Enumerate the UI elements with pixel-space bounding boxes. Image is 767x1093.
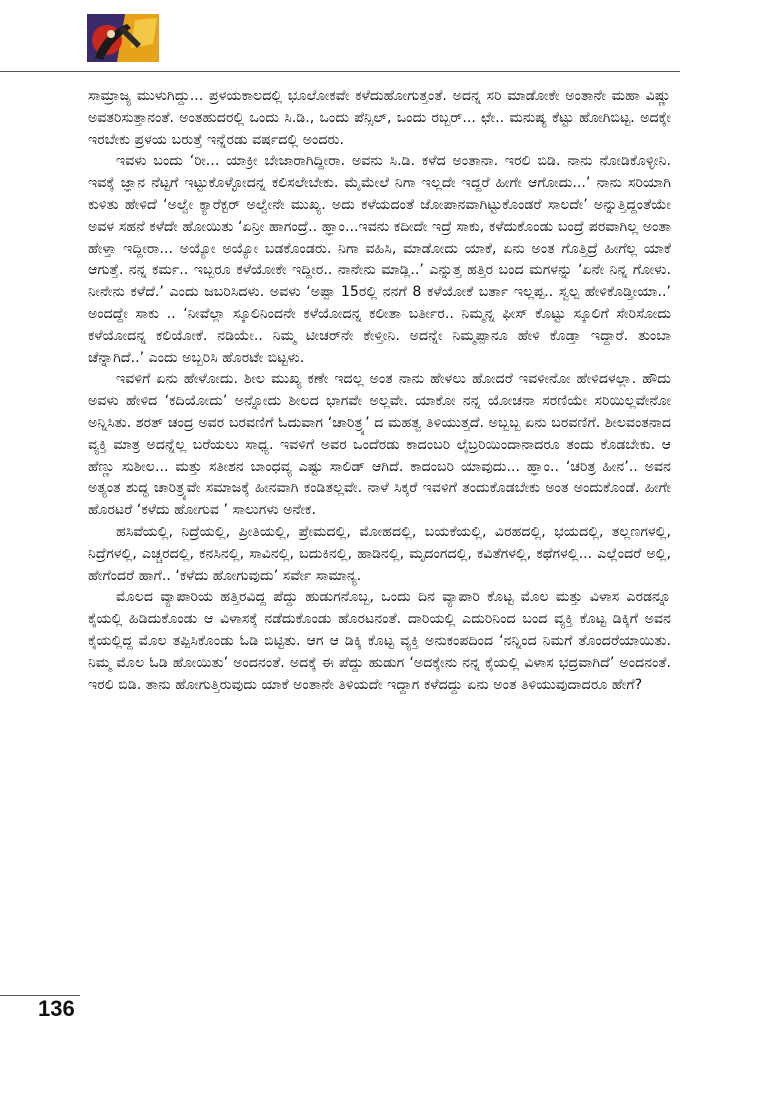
page-number: 136 [38, 996, 75, 1021]
paragraph: ಸಾಮ್ರಾಜ್ಯ ಮುಳುಗಿದ್ದು... ಪ್ರಳಯಕಾಲದಲ್ಲಿ ಭೂಲೋಕವೇ ಕಳೆದುಹೋಗುತ್ತಂತೆ. ಅದನ್ನ ಸರಿ ಮಾಡೋಕೇ ಅಂತಾನೇ ಮಹಾ ವಿಷ್ಣು ಅವತರಿಸುತ್ತಾನಂತೆ. ಅಂತಹುದರಲ್ಲಿ ಒಂದು ಸಿ.ಡಿ., ಒಂದು ಪೆನ್ಸಿಲ್, ಒಂದು ರಬ್ಬರ್... ಛೇ.. ಮನುಷ್ಯ ಕೆಟ್ಟು ಹೋಗಿಬಿಟ್ಟ. ಅದಕ್ಕೇ ಇರಬೇಕು ಪ್ರಳಯ ಬರುತ್ತೆ ಇನ್ನೆರಡು ವರ್ಷದಲ್ಲಿ ಅಂದರು. [88, 88, 671, 148]
header-rule [0, 71, 680, 72]
book-cover-logo-icon [87, 14, 159, 62]
paragraph: ಮೊಲದ ವ್ಯಾಪಾರಿಯ ಹತ್ತಿರವಿದ್ದ ಪೆದ್ದು ಹುಡುಗನೊಬ್ಬ, ಒಂದು ದಿನ ವ್ಯಾಪಾರಿ ಕೊಟ್ಟ ಮೊಲ ಮತ್ತು ವಿಳಾಸ ಎರಡನ್ನೂ ಕೈಯಲ್ಲಿ ಹಿಡಿದುಕೊಂಡು ಆ ವಿಳಾಸಕ್ಕೆ ನಡೆದುಕೊಂಡು ಹೊರಟನಂತೆ. ದಾರಿಯಲ್ಲಿ ಎದುರಿನಿಂದ ಬಂದ ವ್ಯಕ್ತಿ ಕೊಟ್ಟ ಡಿಕ್ಕಿಗೆ ಅವನ ಕೈಯಲ್ಲಿದ್ದ ಮೊಲ ತಪ್ಪಿಸಿಕೊಂಡು ಓಡಿ ಬಿಟ್ಟಿತು. ಆಗ ಆ ಡಿಕ್ಕಿ ಕೊಟ್ಟ ವ್ಯಕ್ತಿ ಅನುಕಂಪದಿಂದ ‘ನನ್ನಿಂದ ನಿಮಗೆ ತೊಂದರೆಯಾಯಿತು. ನಿಮ್ಮ ಮೊಲ ಓಡಿ ಹೋಯಿತು’ ಅಂದನಂತೆ. ಅದಕ್ಕೆ ಈ ಪೆದ್ದು ಹುಡುಗ ‘ಅದಕ್ಕೇನು ನನ್ನ ಕೈಯಲ್ಲಿ ವಿಳಾಸ ಭದ್ರವಾಗಿದೆ’ ಅಂದನಂತೆ. ಇರಲಿ ಬಿಡಿ. ತಾನು ಹೋಗುತ್ತಿರುವುದು ಯಾಕೆ ಅಂತಾನೇ ತಿಳಿಯದೇ ಇದ್ದಾಗ ಕಳೆದದ್ದು ಏನು ಅಂತ ತಿಳಿಯುವುದಾದರೂ ಹೇಗೆ? [88, 589, 672, 693]
paragraph: ಇವಳಿಗೆ ಏನು ಹೇಳೋದು. ಶೀಲ ಮುಖ್ಯ ಕಣೇ ಇದಲ್ಲ ಅಂತ ನಾನು ಹೇಳಲು ಹೋದರೆ ಇವಳೀನೋ ಹೇಳಿದಳಲ್ಲಾ. ಹೌದು ಅವಳು ಹೇಳಿದ ‘ಕದಿಯೋದು’ ಅನ್ನೋದು ಶೀಲದ ಭಾಗವೇ ಅಲ್ಲವೇ. ಯಾಕೋ ನನ್ನ ಯೋಚನಾ ಸರಣಿಯೇ ಸರಿಯಿಲ್ಲವೇನೋ ಅನ್ನಿಸಿತು. ಶರತ್ ಚಂದ್ರ ಅವರ ಬರವಣಿಗೆ ಓದುವಾಗ ‘ಚಾರಿತ್ರ್ಯ’ ದ ಮಹತ್ವ ತಿಳಿಯುತ್ತದೆ. ಅಬ್ಬಬ್ಬ ಏನು ಬರವಣಿಗೆ. ಶೀಲವಂತನಾದ ವ್ಯಕ್ತಿ ಮಾತ್ರ ಅದನ್ನೆಲ್ಲ ಬರೆಯಲು ಸಾಧ್ಯ. ಇವಳಿಗೆ ಅವರ ಒಂದೆರಡು ಕಾದಂಬರಿ ಲೈಬ್ರರಿಯಿಂದಾನಾದರೂ ತಂದು ಕೊಡಬೇಕು. ಆ ಹೆಣ್ಣು ಸುಶೀಲ... ಮತ್ತು ಸತೀಶನ ಬಾಂಧವ್ಯ ಎಷ್ಟು ಸಾಲಿಡ್ ಆಗಿದೆ. ಕಾದಂಬರಿ ಯಾವುದು... ಹ್ಞಾಂ.. ‘ಚರಿತ್ರ ಹೀನ’.. ಅವನ ಅತ್ಯಂತ ಶುದ್ಧ ಚಾರಿತ್ರ್ಯವೇ ಸಮಾಜಕ್ಕೆ ಹೀನವಾಗಿ ಕಂಡಿತಲ್ಲವೇ. ನಾಳೆ ಸಿಕ್ಕರೆ ಇವಳಿಗೆ ತಂದುಕೊಡಬೇಕು ಅಂತ ಅಂದುಕೊಂಡೆ. ಹೀಗೇ ಹೊರಟರೆ ‘ಕಳೆದು ಹೋಗುವ ’ ಸಾಲುಗಳು ಅನೇಕ. [88, 371, 671, 519]
paragraph: ಹಸಿವೆಯಲ್ಲಿ, ನಿದ್ರೆಯಲ್ಲಿ, ಪ್ರೀತಿಯಲ್ಲಿ, ಪ್ರೇಮದಲ್ಲಿ, ಮೋಹದಲ್ಲಿ, ಬಯಕೆಯಲ್ಲಿ, ವಿರಹದಲ್ಲಿ, ಭಯದಲ್ಲಿ, ತಲ್ಲಣಗಳಲ್ಲಿ, ನಿದ್ರೆಗಳಲ್ಲಿ, ಎಚ್ಚರದಲ್ಲಿ, ಕನಸಿನಲ್ಲಿ, ಸಾವಿನಲ್ಲಿ, ಬದುಕಿನಲ್ಲಿ, ಹಾಡಿನಲ್ಲಿ, ಮೃದಂಗದಲ್ಲಿ, ಕವಿತೆಗಳಲ್ಲಿ, ಕಥೆಗಳಲ್ಲಿ... ಎಲ್ಲೆಂದರೆ ಅಲ್ಲಿ, ಹೇಗೆಂದರೆ ಹಾಗೆ.. ‘ಕಳೆದು ಹೋಗುವುದು’ ಸರ್ವೇ ಸಾಮಾನ್ಯ. [88, 523, 671, 584]
paragraph: ಇವಳು ಬಂದು ‘ರೀ... ಯಾಕ್ರೀ ಬೇಜಾರಾಗಿದ್ದೀರಾ. ಅವನು ಸಿ.ಡಿ. ಕಳೆದ ಅಂತಾನಾ. ಇರಲಿ ಬಿಡಿ. ನಾನು ನೋಡಿಕೊಳ್ಳೀನಿ. ಇವಕ್ಕೆ ಜ್ಞಾನ ನೆಟ್ಟಗೆ ಇಟ್ಟುಕೊಳ್ಳೋದನ್ನ ಕಲಿಸಲೇಬೇಕು. ಮೈಮೇಲೆ ನಿಗಾ ಇಲ್ಲದೇ ಇದ್ದರೆ ಹೀಗೇ ಆಗೋದು...’ ನಾನು ಸರಿಯಾಗಿ ಕುಳಿತು ಹೇಳಿದೆ ‘ಅಲ್ವೇ ಕ್ಯಾರೆಕ್ಟರ್ ಅಲ್ವೇನೇ ಮುಖ್ಯ. ಅದು ಕಳೆಯದಂತೆ ಜೋಪಾನವಾಗಿಟ್ಟುಕೊಂಡರೆ ಸಾಲದೇ’ ಅನ್ನುತ್ತಿದ್ದಂತೆಯೇ ಅವಳ ಸಹನೆ ಕಳೆದೇ ಹೋಯಿತು ‘ಏನ್ರೀ ಹಾಗಂದ್ರೆ.. ಹ್ಞಾಂ...ಇವನು ಕದೀದೇ ಇದ್ರೆ ಸಾಕು, ಕಳೆದುಕೊಂಡು ಬಂದ್ರೆ ಪರವಾಗಿಲ್ಲ ಅಂತಾ ಹೇಳ್ತಾ ಇದ್ದೀರಾ... ಅಯ್ಯೋ ಅಯ್ಯೋ ಬಡಕೊಂಡರು. ನಿಗಾ ವಹಿಸಿ, ಮಾಡೋದು ಯಾಕೆ, ಏನು ಅಂತ ಗೊತ್ತಿದ್ರೆ ಹೀಗೆಲ್ಲ ಯಾಕೆ ಆಗುತ್ತೆ. ನನ್ನ ಕರ್ಮ.. ಇಬ್ಬರೂ ಕಳೆಯೋಕೇ ಇದ್ದೀರ.. ನಾನೇನು ಮಾಡ್ಲಿ..’ ಎನ್ನುತ್ತ ಹತ್ತಿರ ಬಂದ ಮಗಳನ್ನು ‘ಏನೇ ನಿನ್ನ ಗೋಳು. ನೀನೇನು ಕಳೆದೆ.’ ಎಂದು ಜಬರಿಸಿದಳು. ಅವಳು ‘ಅಪ್ಪಾ 15ರಲ್ಲಿ ನನಗೆ 8 ಕಳೆಯೋಕೆ ಬರ್ತಾ ಇಲ್ಲಪ್ಪ.. ಸ್ವಲ್ಪ ಹೇಳಿಕೊಡ್ತೀಯಾ..’ ಅಂದದ್ದೇ ಸಾಕು .. ‘ನೀವೆಲ್ಲಾ ಸ್ಕೂಲಿನಿಂದನೇ ಕಳೆಯೋದನ್ನ ಕಲೀತಾ ಬರ್ತೀರ.. ನಿಮ್ಮನ್ನ ಫೀಸ್ ಕೊಟ್ಟು ಸ್ಕೂಲಿಗೆ ಸೇರಿಸೋದು ಕಳೆಯೋದನ್ನ ಕಲಿಯೋಕೆ. ನಡಿಯೇ.. ನಿಮ್ಮ ಟೀಚರ್‌ನೇ ಕೇಳ್ತೀನಿ. ಅದನ್ನೇ ನಿಮ್ಮಪ್ಪಾನೂ ಹೇಳಿ ಕೊಡ್ತಾ ಇದ್ದಾರೆ. ತುಂಬಾ ಚೆನ್ನಾಗಿದೆ..’ ಎಂದು ಅಬ್ಬರಿಸಿ ಹೊರಟೇ ಬಿಟ್ಟಳು. [88, 153, 671, 366]
article-body [88, 86, 671, 696]
